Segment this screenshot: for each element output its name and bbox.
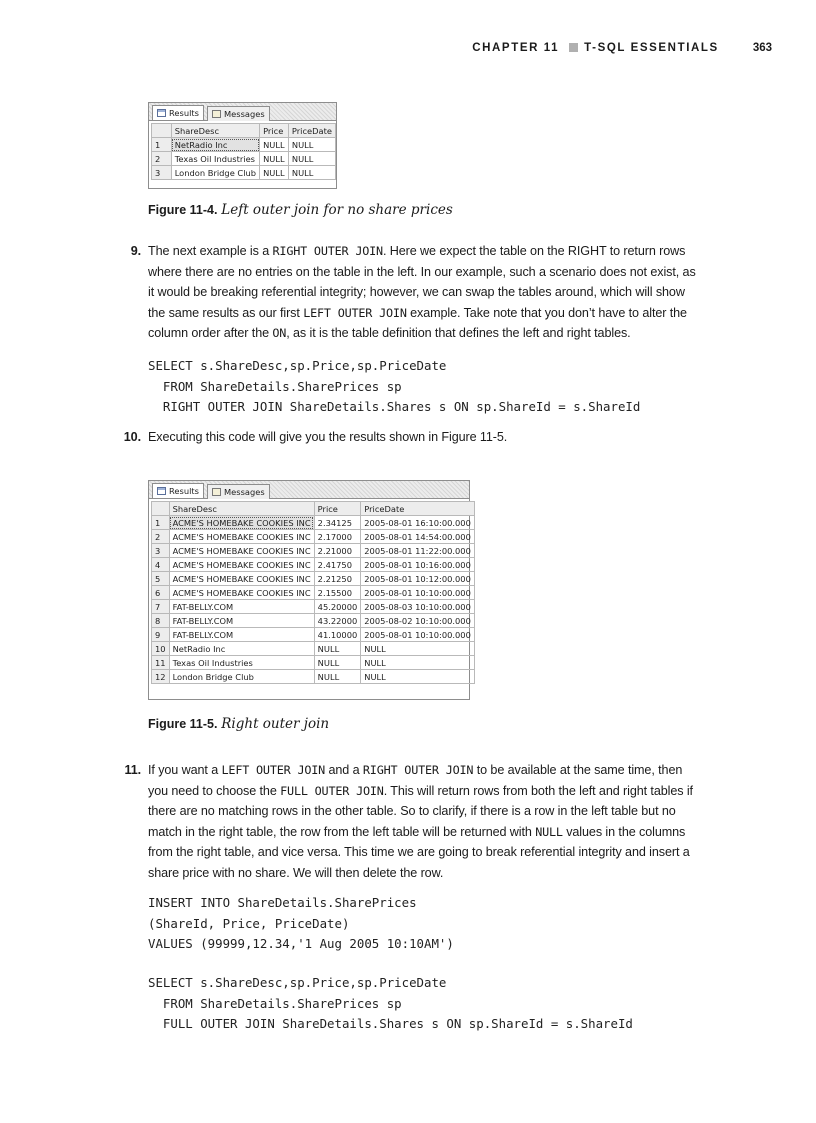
table-cell: NULL xyxy=(361,656,475,670)
table-row[interactable] xyxy=(152,544,475,558)
row-number: 10 xyxy=(152,642,170,656)
grid-icon xyxy=(157,109,166,117)
messages-tab[interactable]: Messages xyxy=(207,484,270,499)
table-cell: 2.17000 xyxy=(314,530,361,544)
step-11-paragraph: 11. If you want a LEFT OUTER JOIN and a RIGHT OUTER JOIN to be available at the same time, then you need to choose the FULL OUTER JOIN. This will return rows from both the left and right tables if there are no matching rows in the other table. So to clarify, if there is a row in the left table but no match in the right table, the row from the left table will be returned with NULL values in the columns from the right table, and vice versa. This time we are going to break referential integrity and insert a share price with no share. We will then delete the row. xyxy=(148,760,703,883)
row-number: 5 xyxy=(152,572,170,586)
inline-code: RIGHT OUTER JOIN xyxy=(362,763,474,777)
row-number: 2 xyxy=(152,152,172,166)
row-number: 2 xyxy=(152,530,170,544)
inline-code: LEFT OUTER JOIN xyxy=(221,763,326,777)
code-block-full-outer-join: SELECT s.ShareDesc,sp.Price,sp.PriceDate FROM ShareDetails.SharePrices sp FULL OUTER JOIN ShareDetails.Shares s ON sp.ShareId = s.ShareId xyxy=(148,975,633,1031)
table-cell: NULL xyxy=(314,656,361,670)
column-header: ShareDesc xyxy=(171,124,259,138)
table-cell: FAT-BELLY.COM xyxy=(169,600,314,614)
table-cell: London Bridge Club xyxy=(171,166,259,180)
table-cell: 2.41750 xyxy=(314,558,361,572)
table-cell: NULL xyxy=(260,138,289,152)
table-cell: 2.21250 xyxy=(314,572,361,586)
row-number: 6 xyxy=(152,586,170,600)
table-cell: NULL xyxy=(260,166,289,180)
table-cell: NULL xyxy=(260,152,289,166)
table-row[interactable] xyxy=(152,600,475,614)
messages-icon xyxy=(212,110,221,118)
results-tab-strip xyxy=(149,481,469,499)
table-cell: Texas Oil Industries xyxy=(169,656,314,670)
table-cell: ACME'S HOMEBAKE COOKIES INC xyxy=(169,572,314,586)
table-cell: NULL xyxy=(288,138,335,152)
row-number: 11 xyxy=(152,656,170,670)
table-cell: 2005-08-03 10:10:00.000 xyxy=(361,600,475,614)
running-header xyxy=(0,42,772,54)
step-9-paragraph: 9. The next example is a RIGHT OUTER JOIN. Here we expect the table on the RIGHT to return rows where there are no entries on the table in the left. In our example, such a scenario does not exist, as it would be breaking referential integrity; however, we can swap the tables around, which will show the same results as our first LEFT OUTER JOIN example. Take note that you don’t have to alter the column order after the ON, as it is the table definition that defines the left and right tables. xyxy=(148,241,703,344)
figure-11-5-results-grid xyxy=(148,480,470,700)
column-header: Price xyxy=(314,502,361,516)
figure-11-5-caption xyxy=(148,716,329,732)
results-tab-strip xyxy=(149,103,336,121)
table-row[interactable] xyxy=(152,670,475,684)
table-cell: 43.22000 xyxy=(314,614,361,628)
row-number: 3 xyxy=(152,166,172,180)
row-number: 9 xyxy=(152,628,170,642)
table-cell: 2005-08-01 14:54:00.000 xyxy=(361,530,475,544)
table-cell: Texas Oil Industries xyxy=(171,152,259,166)
table-row[interactable] xyxy=(152,642,475,656)
code-block-insert-share-price: INSERT INTO ShareDetails.SharePrices (ShareId, Price, PriceDate) VALUES (99999,12.34,'1 Aug 2005 10:10AM') xyxy=(148,895,454,951)
results-tab[interactable]: Results xyxy=(152,105,204,120)
table-cell: FAT-BELLY.COM xyxy=(169,614,314,628)
table-cell: NetRadio Inc xyxy=(171,138,259,152)
row-number: 3 xyxy=(152,544,170,558)
figure-11-4-caption xyxy=(148,202,453,218)
inline-code: RIGHT OUTER JOIN xyxy=(272,244,383,258)
header-separator-square xyxy=(569,43,578,52)
row-number: 12 xyxy=(152,670,170,684)
figure-caption-text: Right outer join xyxy=(221,716,330,732)
table-row[interactable] xyxy=(152,558,475,572)
table-cell: 2005-08-02 10:10:00.000 xyxy=(361,614,475,628)
table-cell: 2.15500 xyxy=(314,586,361,600)
table-row[interactable] xyxy=(152,138,336,152)
table-row[interactable] xyxy=(152,572,475,586)
table-cell: London Bridge Club xyxy=(169,670,314,684)
code-block-right-outer-join: SELECT s.ShareDesc,sp.Price,sp.PriceDate FROM ShareDetails.SharePrices sp RIGHT OUTER JOIN ShareDetails.Shares s ON sp.ShareId = s.ShareId xyxy=(148,358,641,414)
column-header: PriceDate xyxy=(288,124,335,138)
table-cell: ACME'S HOMEBAKE COOKIES INC xyxy=(169,544,314,558)
table-cell: 41.10000 xyxy=(314,628,361,642)
table-cell: ACME'S HOMEBAKE COOKIES INC xyxy=(169,516,314,530)
row-number: 7 xyxy=(152,600,170,614)
table-cell: 2005-08-01 10:10:00.000 xyxy=(361,586,475,600)
chapter-label: CHAPTER 11 xyxy=(472,42,560,54)
table-cell: ACME'S HOMEBAKE COOKIES INC xyxy=(169,558,314,572)
column-header: ShareDesc xyxy=(169,502,314,516)
table-cell: 2005-08-01 16:10:00.000 xyxy=(361,516,475,530)
inline-code: LEFT OUTER JOIN xyxy=(303,305,407,320)
grid-icon xyxy=(157,487,166,495)
table-row[interactable] xyxy=(152,656,475,670)
row-number-header xyxy=(152,124,172,138)
figure-label: Figure 11-4. xyxy=(148,203,218,217)
table-row[interactable] xyxy=(152,628,475,642)
page-number: 363 xyxy=(752,42,772,54)
figure-caption-text: Left outer join for no share prices xyxy=(221,202,453,218)
table-row[interactable] xyxy=(152,516,475,530)
table-cell: 2.21000 xyxy=(314,544,361,558)
table-row[interactable] xyxy=(152,586,475,600)
table-cell: NULL xyxy=(361,642,475,656)
table-header-row xyxy=(152,502,475,516)
inline-code: NULL xyxy=(535,824,563,839)
step-10-paragraph: 10. Executing this code will give you the results shown in Figure 11-5. xyxy=(148,427,703,448)
row-number: 1 xyxy=(152,138,172,152)
chapter-title: T-SQL ESSENTIALS xyxy=(584,42,719,54)
step-number: 11. xyxy=(124,763,141,777)
table-row[interactable] xyxy=(152,614,475,628)
table-row[interactable] xyxy=(152,166,336,180)
row-number: 1 xyxy=(152,516,170,530)
table-header-row xyxy=(152,124,336,138)
table-cell: NetRadio Inc xyxy=(169,642,314,656)
row-number: 8 xyxy=(152,614,170,628)
table-cell: NULL xyxy=(314,670,361,684)
messages-icon xyxy=(212,488,221,496)
figure-label: Figure 11-5. xyxy=(148,717,218,731)
table-cell: ACME'S HOMEBAKE COOKIES INC xyxy=(169,530,314,544)
column-header: Price xyxy=(260,124,289,138)
table-cell: 2005-08-01 10:12:00.000 xyxy=(361,572,475,586)
table-cell: NULL xyxy=(361,670,475,684)
table-cell: NULL xyxy=(314,642,361,656)
table-row[interactable] xyxy=(152,530,475,544)
inline-code: ON xyxy=(272,326,287,340)
table-cell: FAT-BELLY.COM xyxy=(169,628,314,642)
figure-11-4-results-grid xyxy=(148,102,337,189)
table-row[interactable] xyxy=(152,152,336,166)
table-cell: NULL xyxy=(288,152,335,166)
table-cell: 2005-08-01 11:22:00.000 xyxy=(361,544,475,558)
messages-tab[interactable]: Messages xyxy=(207,106,270,121)
results-table xyxy=(151,123,336,180)
row-number: 4 xyxy=(152,558,170,572)
step-number: 10. xyxy=(123,430,141,444)
results-tab[interactable]: Results xyxy=(152,483,204,498)
row-number-header xyxy=(152,502,170,516)
table-cell: ACME'S HOMEBAKE COOKIES INC xyxy=(169,586,314,600)
table-cell: NULL xyxy=(288,166,335,180)
column-header: PriceDate xyxy=(361,502,475,516)
inline-code: FULL OUTER JOIN xyxy=(280,783,384,798)
results-table xyxy=(151,501,475,684)
table-cell: 2005-08-01 10:16:00.000 xyxy=(361,558,475,572)
table-cell: 45.20000 xyxy=(314,600,361,614)
table-cell: 2005-08-01 10:10:00.000 xyxy=(361,628,475,642)
table-cell: 2.34125 xyxy=(314,516,361,530)
step-number: 9. xyxy=(130,244,141,258)
